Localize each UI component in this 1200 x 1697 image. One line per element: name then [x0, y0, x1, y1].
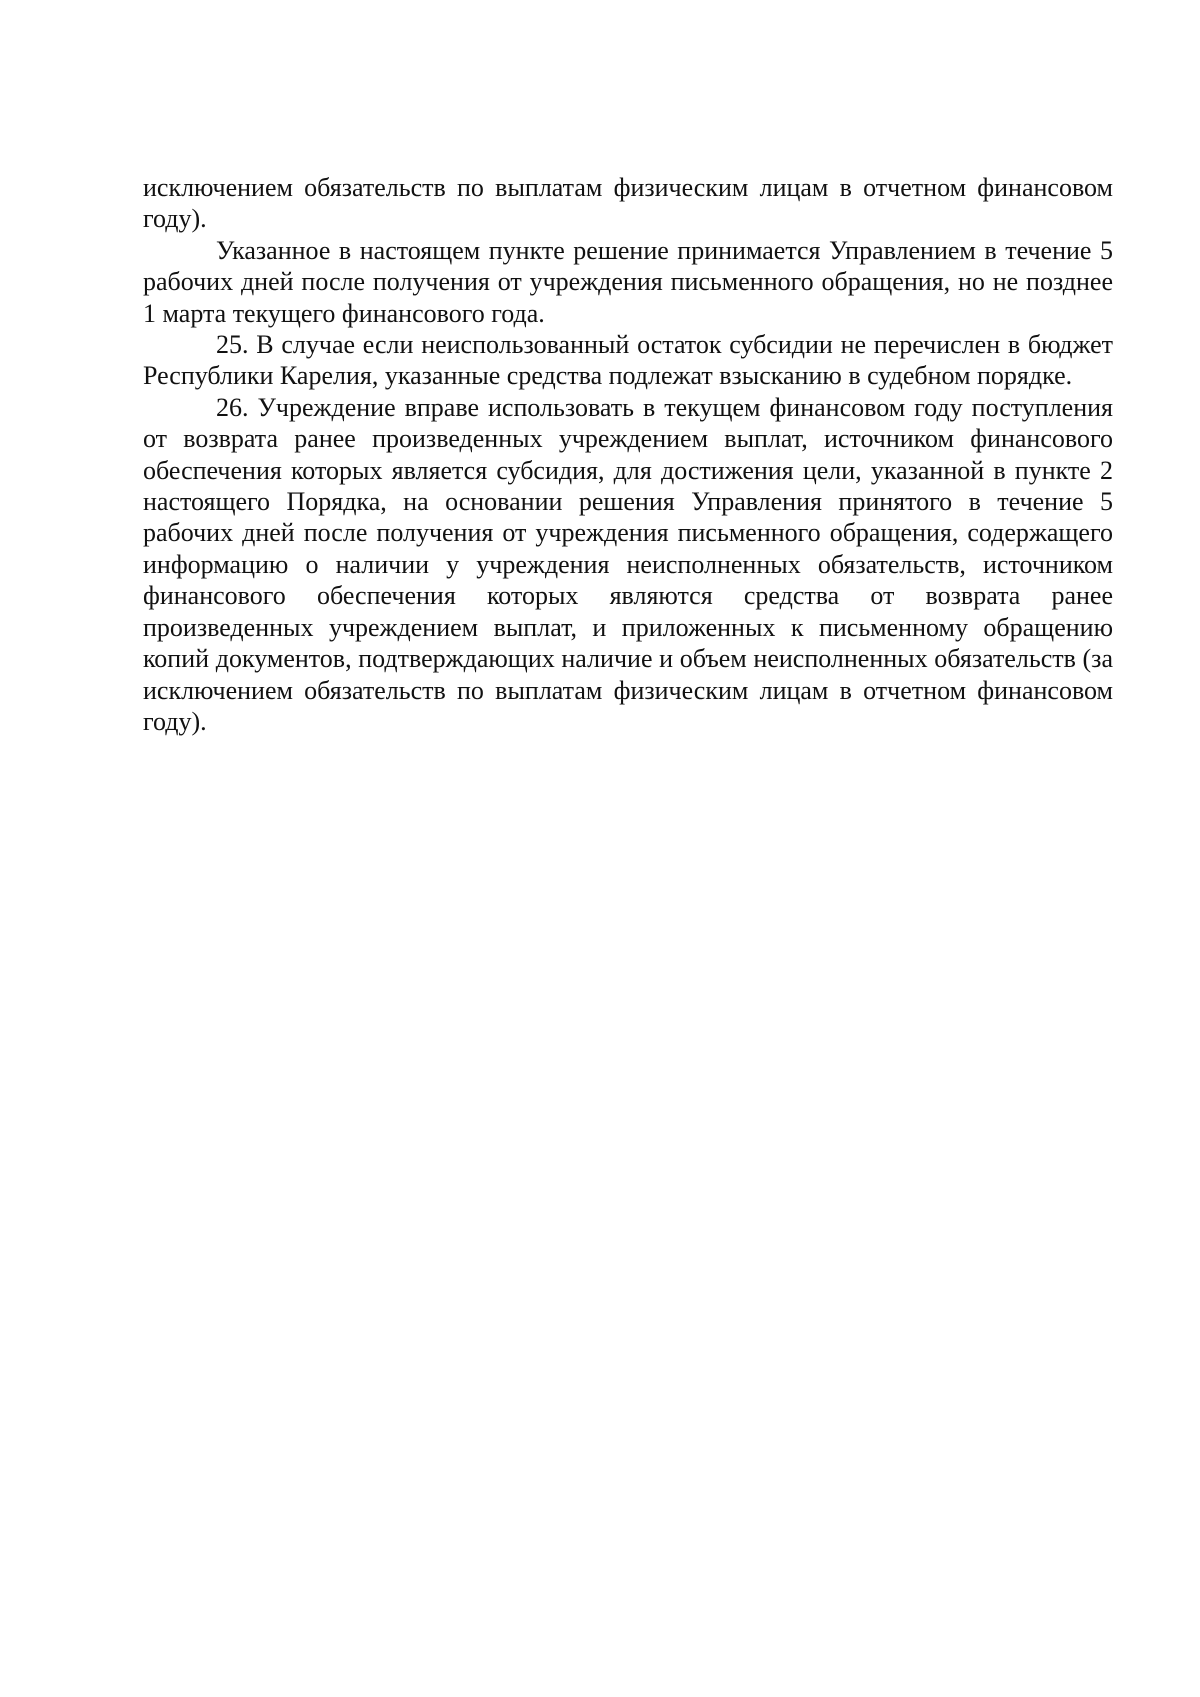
- paragraph-item-25: 25. В случае если неиспользованный остаток субсидии не перечислен в бюджет Республики Карелия, указанные средства подлежат взысканию в судебном порядке.: [143, 330, 1113, 391]
- document-body: [143, 172, 1113, 737]
- paragraph-decision-term: Указанное в настоящем пункте решение принимается Управлением в течение 5 рабочих дней после получения от учреждения письменного обращения, но не позднее 1 марта текущего финансового года.: [143, 235, 1113, 328]
- paragraph-item-26: 26. Учреждение вправе использовать в текущем финансовом году поступления от возврата ранее произведенных учреждением выплат, источником финансового обеспечения которых является субсидия, для достижения цели, указанной в пункте 2 настоящего Порядка, на основании решения Управления принятого в течение 5 рабочих дней после получения от учреждения письменного обращения, содержащего информацию о наличии у учреждения неисполненных обязательств, источником финансового обеспечения которых являются средства от возврата ранее произведенных учреждением выплат, и приложенных к письменному обращению копий документов, подтверждающих наличие и объем неисполненных обязательств (за исключением обязательств по выплатам физическим лицам в отчетном финансовом году).: [143, 392, 1113, 736]
- paragraph-continuation: исключением обязательств по выплатам физическим лицам в отчетном финансовом году).: [143, 173, 1113, 234]
